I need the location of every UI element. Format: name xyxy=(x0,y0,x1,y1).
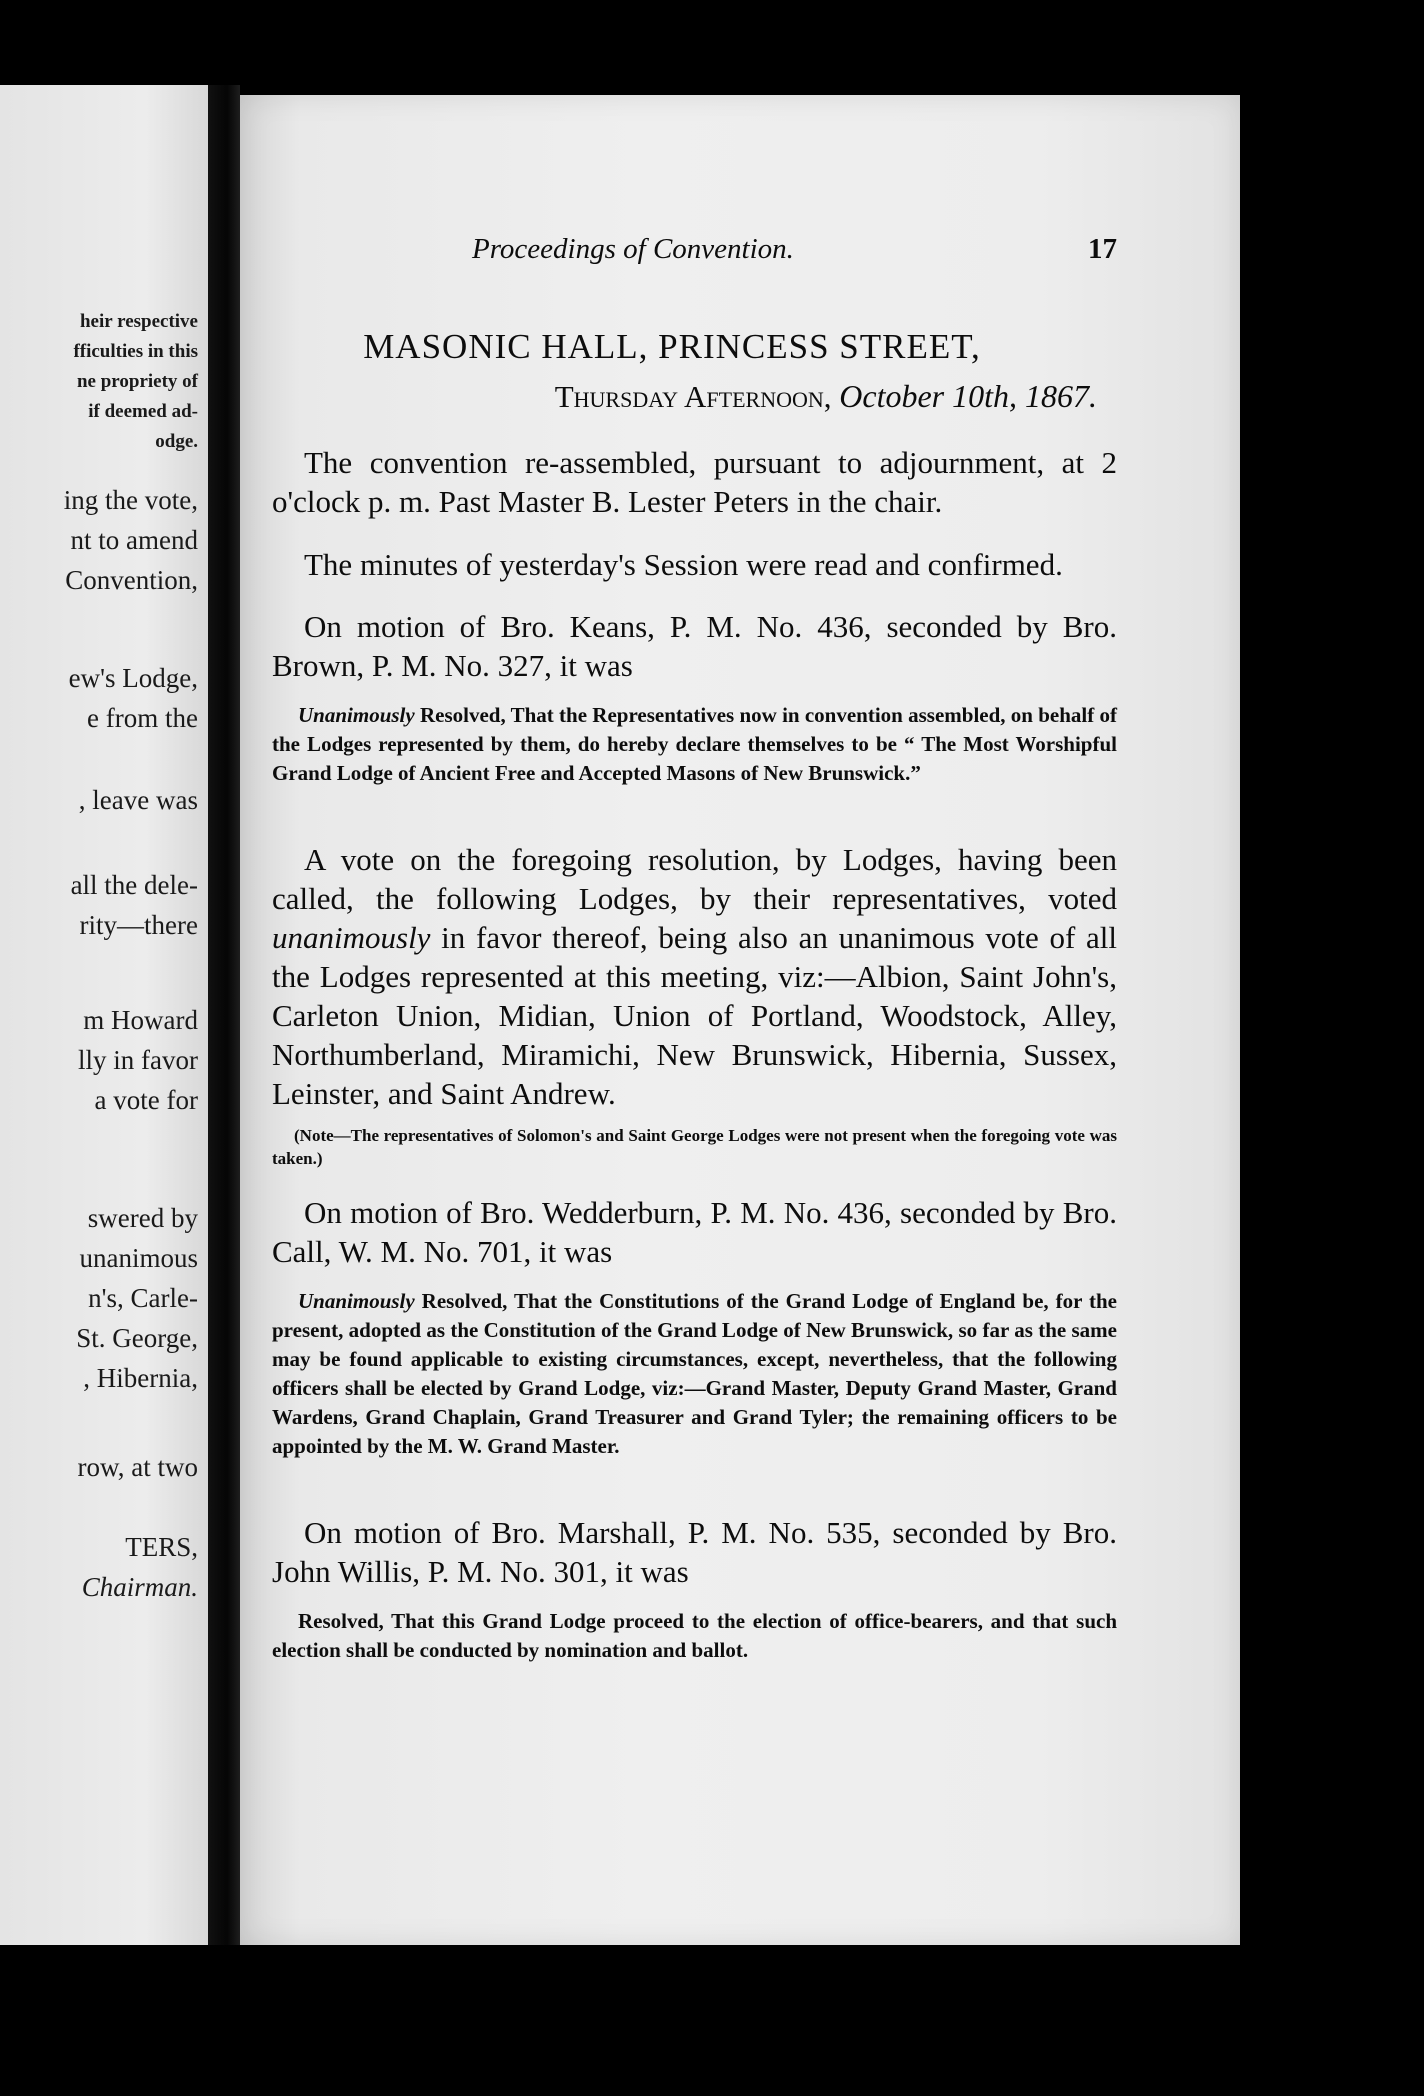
left-text-fragment: e from the xyxy=(87,703,198,733)
note-paragraph: (Note—The representatives of Solomon's and Saint George Lodges were not present when the foregoing vote was taken.) xyxy=(272,1126,1117,1168)
subheading-day: Thursday Afternoon, xyxy=(554,379,832,414)
paragraph: On motion of Bro. Wedderburn, P. M. No. 436, seconded by Bro. Call, W. M. No. 701, it was xyxy=(272,1195,1117,1269)
left-text-fragment: , leave was xyxy=(78,785,198,815)
paragraph: On motion of Bro. Marshall, P. M. No. 535, seconded by Bro. John Willis, P. M. No. 301, it was xyxy=(272,1515,1117,1589)
left-text-fragment: m Howard xyxy=(83,1005,198,1035)
left-text-fragment: rity—there xyxy=(79,910,198,940)
paragraph-text: in favor thereof, being also an unanimous vote of all the Lodges represented at this meeting, viz:—Albion, Saint John's, Carleton Union, Midian, Union of Portland, Woodstock, Alley, Northumberland, Miramichi, New Brunswick, Hibernia, Sussex, Leinster, and Saint Andrew. xyxy=(272,920,1117,1111)
left-text-fragment: ew's Lodge, xyxy=(68,663,198,693)
page-header xyxy=(272,233,1117,273)
resolution-text: Resolved, That the Constitutions of the Grand Lodge of England be, for the present, adopted as the Constitution of the Grand Lodge of New Brunswick, so far as the same may be found applicable to existing circumstances, except, nevertheless, that the following officers shall be elected by Grand Lodge, viz:—Grand Master, Deputy Grand Master, Grand Wardens, Grand Chaplain, Grand Treasurer and Grand Tyler; the remaining officers to be appointed by the M. W. Grand Master. xyxy=(272,1289,1117,1458)
paragraph: The convention re-assembled, pursuant to adjournment, at 2 o'clock p. m. Past Master B. Lester Peters in the chair. xyxy=(272,445,1117,519)
section-heading: MASONIC HALL, PRINCESS STREET, xyxy=(363,327,981,366)
left-text-fragment: a vote for xyxy=(94,1085,198,1115)
left-text-fragment: Chairman. xyxy=(81,1572,198,1602)
left-text-fragment: swered by xyxy=(87,1203,198,1233)
left-text-fragment: nt to amend xyxy=(70,525,198,555)
left-text-fragment: unanimous xyxy=(79,1243,198,1273)
left-text-fragment: Convention, xyxy=(65,565,198,595)
left-text-fragment: if deemed ad- xyxy=(88,401,198,422)
left-text-fragment: TERS, xyxy=(125,1532,198,1562)
left-text-fragment: ing the vote, xyxy=(63,485,198,515)
resolution-paragraph xyxy=(272,701,1117,788)
paragraph-text: A vote on the foregoing resolution, by Lodges, having been called, the following Lodges, by their representatives, voted xyxy=(272,842,1117,916)
left-text-fragment: all the dele- xyxy=(70,870,198,900)
left-text-fragment: lly in favor xyxy=(78,1045,198,1075)
resolution-lead: Unanimously xyxy=(298,1289,415,1313)
left-text-fragment: n's, Carle- xyxy=(88,1283,198,1313)
section-subheading xyxy=(555,378,1097,415)
paragraph: On motion of Bro. Keans, P. M. No. 436, seconded by Bro. Brown, P. M. No. 327, it was xyxy=(272,609,1117,683)
resolution-paragraph xyxy=(272,1287,1117,1461)
left-facing-page xyxy=(0,85,208,1945)
left-text-fragment: odge. xyxy=(155,431,198,452)
binding-gutter xyxy=(208,85,240,1945)
main-page xyxy=(240,95,1240,1945)
left-text-fragment: , Hibernia, xyxy=(83,1363,198,1393)
left-text-fragment: St. George, xyxy=(76,1323,198,1353)
left-text-fragment: ne propriety of xyxy=(76,371,198,392)
paragraph: The minutes of yesterday's Session were read and confirmed. xyxy=(304,547,1063,582)
running-title: Proceedings of Convention. xyxy=(472,233,794,265)
resolution-lead: Unanimously xyxy=(298,703,415,727)
page-number: 17 xyxy=(1088,233,1117,265)
resolution-text: Resolved, That the Representatives now in convention assembled, on behalf of the Lodges represented by them, do hereby declare themselves to be “ The Most Worshipful Grand Lodge of Ancient Free and Accepted Masons of New Brunswick.” xyxy=(272,703,1117,785)
paragraph xyxy=(272,840,1117,1113)
resolution-paragraph: Resolved, That this Grand Lodge proceed to the election of office-bearers, and that such election shall be conducted by nomination and ballot. xyxy=(272,1609,1117,1662)
paragraph-emphasis: unanimously xyxy=(272,920,431,955)
left-text-fragment: heir respective xyxy=(79,311,198,332)
subheading-date: October 10th, 1867. xyxy=(839,378,1097,414)
left-text-fragment: fficulties in this xyxy=(73,341,198,362)
left-text-fragment: row, at two xyxy=(77,1452,198,1482)
